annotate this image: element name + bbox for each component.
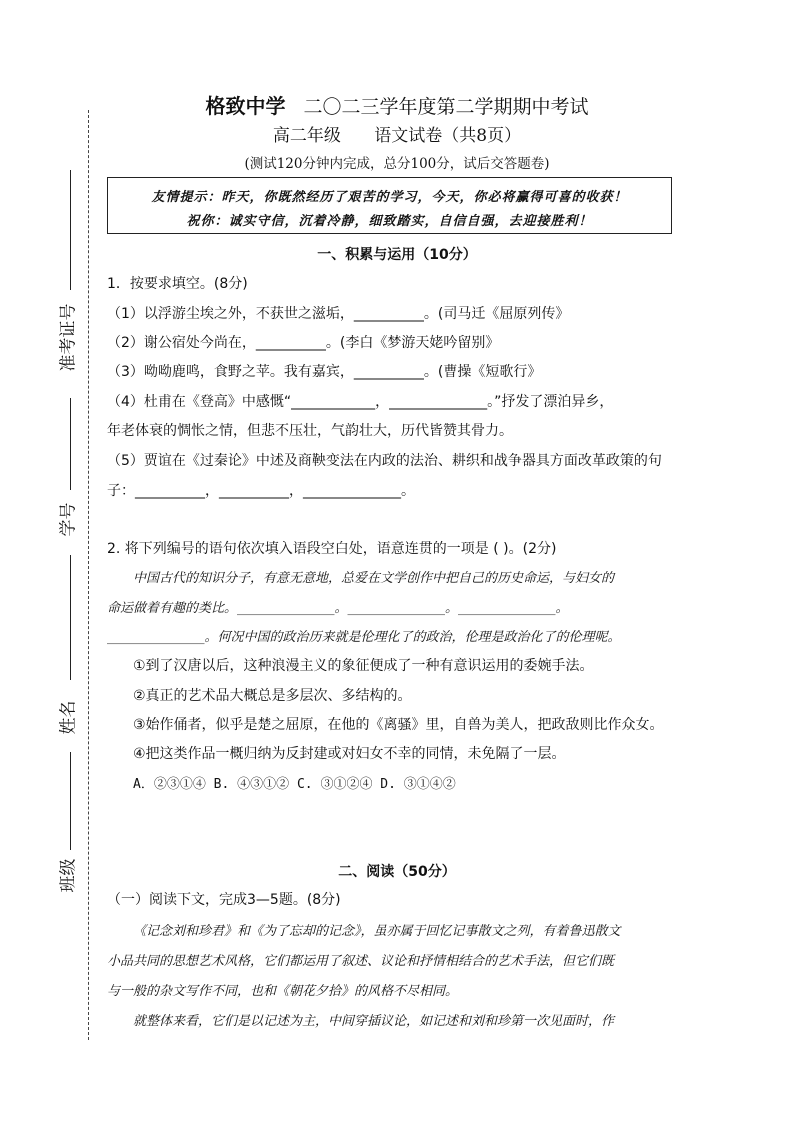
exam-number-field[interactable] [70, 170, 71, 290]
question-2-passage-line: _______________。何况中国的政治历来就是伦理化了的政治，伦理是政治化了的伦理呢。 [107, 630, 621, 645]
reading-passage-line: 小品共同的思想艺术风格，它们都运用了叙述、议论和抒情相结合的艺术手法，但它们既 [107, 954, 615, 969]
name-field[interactable] [70, 555, 71, 680]
student-number-field[interactable] [70, 398, 71, 490]
grade-label: 高二年级 [272, 126, 341, 146]
exam-name: 二〇二三学年度第二学期期中考试 [303, 96, 589, 118]
question-1-item: 年老体衰的惆怅之情，但悲不压壮，气韵壮大，历代皆赞其骨力。 [107, 423, 513, 439]
reading-part-1-title: （一）阅读下文，完成3—5题。(8分) [107, 892, 341, 908]
question-1-item: （1）以浮游尘埃之外，不获世之滋垢，__________。(司马迁《屈原列传》 [107, 306, 570, 322]
question-1-item: （2）谢公宿处今尚在，__________。(李白《梦游天姥吟留别》 [107, 335, 500, 351]
question-2-choices: A．②③①④ B. ④③①② C. ③①②④ D. ③①④② [133, 777, 456, 792]
question-2-option: ③始作俑者，似乎是楚之屈原，在他的《离骚》里，自兽为美人，把政敌则比作众女。 [133, 717, 664, 733]
exam-title [0, 90, 794, 119]
question-2-passage-line: 中国古代的知识分子，有意无意地，总爱在文学创作中把自己的历史命运，与妇女的 [133, 571, 615, 586]
question-1-item: （4）杜甫在《登高》中感慨“____________，______________。”抒发了漂泊异乡， [107, 394, 614, 410]
reading-passage-line: 与一般的杂文写作不同，也和《朝花夕拾》的风格不尽相同。 [107, 984, 459, 999]
student-number-label: 学号 [58, 502, 79, 537]
question-2-option: ②真正的艺术品大概总是多层次、多结构的。 [133, 688, 412, 704]
exam-number-label: 准考证号 [58, 303, 79, 372]
question-2-option: ④把这类作品一概归纳为反封建或对妇女不幸的同情，未免隔了一层。 [133, 746, 566, 762]
question-1-item: （5）贾谊在《过秦论》中述及商鞅变法在内政的法治、耕织和战争器具方面改革政策的句 [107, 453, 662, 469]
exam-note: (测试120分钟内完成，总分100分，试后交答题卷) [244, 156, 550, 172]
tips-box [107, 177, 672, 234]
school-name: 格致中学 [205, 94, 286, 118]
question-1-item: 子：__________，__________，______________。 [107, 483, 415, 499]
name-label: 姓名 [58, 700, 79, 735]
section-2-title: 二、阅读（50分） [338, 864, 456, 880]
question-2-passage-line: 命运做着有趣的类比。_______________。_______________。_______________。 [107, 601, 569, 616]
section-1-title: 一、积累与运用（10分） [317, 247, 477, 263]
reading-passage-line: 就整体来看，它们是以记述为主，中间穿插议论，如记述和刘和珍第一次见面时，作 [133, 1014, 615, 1029]
question-1-item: （3）呦呦鹿鸣，食野之苹。我有嘉宾，__________。(曹操《短歌行》 [107, 364, 542, 380]
tips-line-2: 祝你：诚实守信，沉着冷静，细致踏实，自信自强，去迎接胜利！ [186, 214, 593, 229]
reading-passage-line: 《记念刘和珍君》和《为了忘却的记念》，虽亦属于回忆记事散文之列，有着鲁迅散文 [133, 924, 621, 939]
class-field[interactable] [70, 752, 71, 850]
question-2-option: ①到了汉唐以后，这种浪漫主义的象征便成了一种有意识运用的委婉手法。 [133, 658, 594, 674]
tips-line-1: 友情提示：昨天，你既然经历了艰苦的学习，今天，你必将赢得可喜的收获！ [151, 190, 628, 205]
class-label: 班级 [58, 858, 79, 893]
question-1-stem: 1．按要求填空。(8分) [107, 276, 248, 292]
paper-label: 语文试卷（共8页） [374, 126, 522, 146]
question-2-stem: 2. 将下列编号的语句依次填入语段空白处，语意连贯的一项是 ( )。(2分) [107, 541, 557, 557]
paper-subtitle [0, 121, 794, 146]
